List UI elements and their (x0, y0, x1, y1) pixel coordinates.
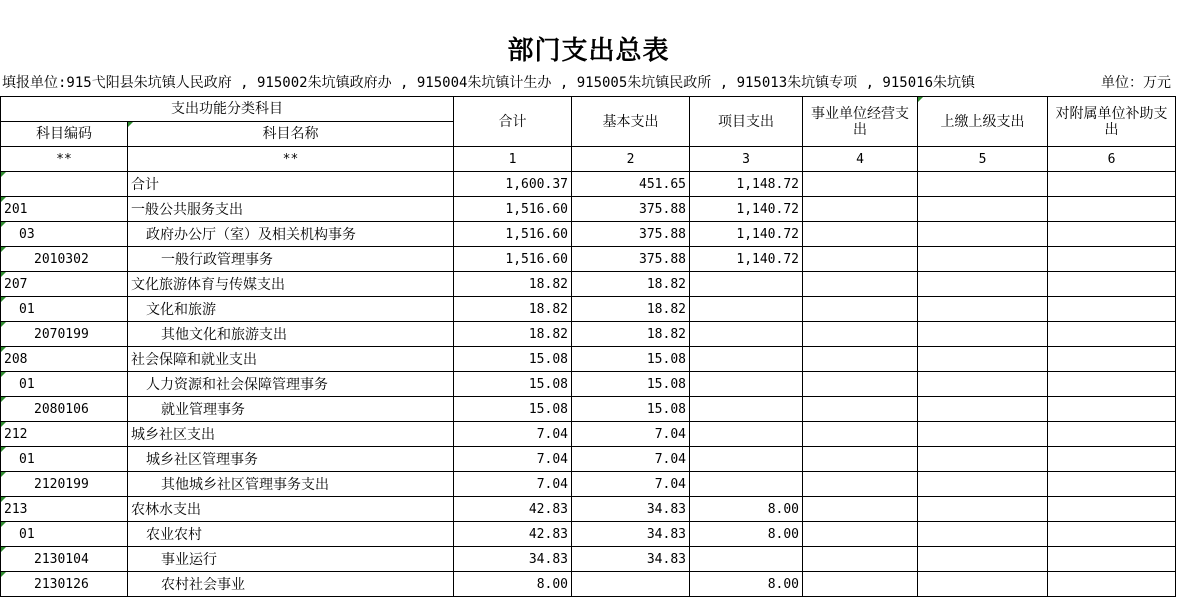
row-code-cell: 201 (1, 197, 128, 222)
row-upper-cell (918, 572, 1048, 597)
row-basic-cell: 34.83 (572, 497, 690, 522)
row-upper-cell (918, 197, 1048, 222)
table-row (1, 422, 1176, 447)
row-business-cell (803, 372, 918, 397)
row-upper-cell (918, 372, 1048, 397)
row-code-cell: 2070199 (1, 322, 128, 347)
row-business-cell (803, 297, 918, 322)
index-cell: ** (128, 147, 454, 172)
row-basic-cell: 375.88 (572, 197, 690, 222)
row-total-cell: 42.83 (454, 497, 572, 522)
row-business-cell (803, 272, 918, 297)
row-total-cell: 34.83 (454, 547, 572, 572)
row-basic-cell: 15.08 (572, 347, 690, 372)
row-basic-cell: 375.88 (572, 222, 690, 247)
row-subsidy-cell (1048, 572, 1176, 597)
row-upper-cell (918, 297, 1048, 322)
index-cell: 5 (918, 147, 1048, 172)
row-basic-cell: 7.04 (572, 472, 690, 497)
money-unit-text: 单位：万元 (1101, 75, 1171, 91)
table-body (1, 172, 1176, 597)
index-cell: 2 (572, 147, 690, 172)
index-cell: 3 (690, 147, 803, 172)
row-total-cell: 1,516.60 (454, 247, 572, 272)
table-row (1, 472, 1176, 497)
row-name-cell: 城乡社区管理事务 (128, 447, 454, 472)
table-row (1, 272, 1176, 297)
header-code: 科目编码 (1, 122, 128, 147)
row-project-cell (690, 372, 803, 397)
row-project-cell: 1,140.72 (690, 222, 803, 247)
row-name-cell: 城乡社区支出 (128, 422, 454, 447)
row-upper-cell (918, 447, 1048, 472)
row-subsidy-cell (1048, 247, 1176, 272)
row-name-cell: 农村社会事业 (128, 572, 454, 597)
row-subsidy-cell (1048, 172, 1176, 197)
row-subsidy-cell (1048, 522, 1176, 547)
row-name-cell: 事业运行 (128, 547, 454, 572)
header-function-group: 支出功能分类科目 (1, 97, 454, 122)
row-subsidy-cell (1048, 497, 1176, 522)
row-subsidy-cell (1048, 272, 1176, 297)
row-total-cell: 7.04 (454, 422, 572, 447)
row-name-cell: 就业管理事务 (128, 397, 454, 422)
row-total-cell: 42.83 (454, 522, 572, 547)
row-project-cell: 8.00 (690, 497, 803, 522)
row-business-cell (803, 547, 918, 572)
table-row (1, 522, 1176, 547)
row-total-cell: 8.00 (454, 572, 572, 597)
row-project-cell (690, 472, 803, 497)
row-code-cell (1, 172, 128, 197)
row-project-cell: 8.00 (690, 522, 803, 547)
row-subsidy-cell (1048, 222, 1176, 247)
row-basic-cell: 18.82 (572, 297, 690, 322)
row-code-cell: 208 (1, 347, 128, 372)
row-name-cell: 文化和旅游 (128, 297, 454, 322)
row-basic-cell: 34.83 (572, 547, 690, 572)
row-name-cell: 文化旅游体育与传媒支出 (128, 272, 454, 297)
row-code-cell: 03 (1, 222, 128, 247)
row-total-cell: 7.04 (454, 472, 572, 497)
row-basic-cell: 7.04 (572, 422, 690, 447)
header-upper: 上缴上级支出 (918, 97, 1048, 147)
row-code-cell: 01 (1, 522, 128, 547)
row-name-cell: 其他文化和旅游支出 (128, 322, 454, 347)
page-title: 部门支出总表 (507, 36, 670, 66)
row-subsidy-cell (1048, 422, 1176, 447)
row-upper-cell (918, 322, 1048, 347)
header-subsidy: 对附属单位补助支出 (1048, 97, 1176, 147)
row-subsidy-cell (1048, 197, 1176, 222)
row-business-cell (803, 247, 918, 272)
row-code-cell: 01 (1, 297, 128, 322)
table-row (1, 347, 1176, 372)
row-basic-cell: 15.08 (572, 397, 690, 422)
row-project-cell (690, 397, 803, 422)
row-total-cell: 1,516.60 (454, 197, 572, 222)
header-total: 合计 (454, 97, 572, 147)
row-code-cell: 2120199 (1, 472, 128, 497)
row-subsidy-cell (1048, 447, 1176, 472)
row-subsidy-cell (1048, 297, 1176, 322)
row-subsidy-cell (1048, 322, 1176, 347)
table-row (1, 397, 1176, 422)
row-code-cell: 2130104 (1, 547, 128, 572)
table-row (1, 547, 1176, 572)
table-row (1, 372, 1176, 397)
row-name-cell: 其他城乡社区管理事务支出 (128, 472, 454, 497)
row-basic-cell: 34.83 (572, 522, 690, 547)
table-row (1, 447, 1176, 472)
row-basic-cell (572, 572, 690, 597)
row-upper-cell (918, 497, 1048, 522)
table-row (1, 222, 1176, 247)
row-basic-cell: 7.04 (572, 447, 690, 472)
table-row (1, 497, 1176, 522)
row-business-cell (803, 572, 918, 597)
row-subsidy-cell (1048, 472, 1176, 497)
row-total-cell: 18.82 (454, 272, 572, 297)
row-total-cell: 18.82 (454, 322, 572, 347)
row-subsidy-cell (1048, 397, 1176, 422)
row-basic-cell: 18.82 (572, 272, 690, 297)
row-upper-cell (918, 472, 1048, 497)
row-subsidy-cell (1048, 372, 1176, 397)
table-row (1, 247, 1176, 272)
row-upper-cell (918, 172, 1048, 197)
row-business-cell (803, 172, 918, 197)
row-project-cell: 1,140.72 (690, 197, 803, 222)
row-project-cell (690, 447, 803, 472)
row-upper-cell (918, 272, 1048, 297)
index-row (1, 147, 1176, 172)
row-business-cell (803, 522, 918, 547)
row-business-cell (803, 197, 918, 222)
row-name-cell: 一般公共服务支出 (128, 197, 454, 222)
row-project-cell (690, 347, 803, 372)
row-project-cell: 1,140.72 (690, 247, 803, 272)
row-project-cell (690, 272, 803, 297)
row-basic-cell: 375.88 (572, 247, 690, 272)
row-project-cell (690, 547, 803, 572)
row-upper-cell (918, 522, 1048, 547)
row-code-cell: 212 (1, 422, 128, 447)
row-business-cell (803, 222, 918, 247)
row-upper-cell (918, 347, 1048, 372)
row-code-cell: 2130126 (1, 572, 128, 597)
table-row (1, 197, 1176, 222)
row-basic-cell: 18.82 (572, 322, 690, 347)
row-project-cell (690, 322, 803, 347)
index-cell: ** (1, 147, 128, 172)
row-business-cell (803, 497, 918, 522)
table-row (1, 297, 1176, 322)
row-name-cell: 合计 (128, 172, 454, 197)
row-upper-cell (918, 222, 1048, 247)
row-total-cell: 1,600.37 (454, 172, 572, 197)
row-upper-cell (918, 247, 1048, 272)
row-name-cell: 农业农村 (128, 522, 454, 547)
header-business: 事业单位经营支出 (803, 97, 918, 147)
row-code-cell: 2080106 (1, 397, 128, 422)
unit-row (0, 70, 1177, 94)
row-name-cell: 一般行政管理事务 (128, 247, 454, 272)
index-cell: 6 (1048, 147, 1176, 172)
index-cell: 4 (803, 147, 918, 172)
row-upper-cell (918, 422, 1048, 447)
row-project-cell (690, 422, 803, 447)
row-business-cell (803, 422, 918, 447)
row-business-cell (803, 447, 918, 472)
header-project: 项目支出 (690, 97, 803, 147)
row-name-cell: 政府办公厅（室）及相关机构事务 (128, 222, 454, 247)
row-code-cell: 01 (1, 372, 128, 397)
filling-unit-text: 填报单位:915弋阳县朱坑镇人民政府 , 915002朱坑镇政府办 , 915004朱坑镇计生办 , 915005朱坑镇民政所 , 915013朱坑镇专项 , 915016朱坑镇 (2, 75, 976, 91)
row-code-cell: 213 (1, 497, 128, 522)
row-code-cell: 2010302 (1, 247, 128, 272)
row-subsidy-cell (1048, 547, 1176, 572)
row-subsidy-cell (1048, 347, 1176, 372)
row-basic-cell: 451.65 (572, 172, 690, 197)
row-project-cell: 8.00 (690, 572, 803, 597)
row-upper-cell (918, 397, 1048, 422)
row-total-cell: 18.82 (454, 297, 572, 322)
row-total-cell: 7.04 (454, 447, 572, 472)
row-name-cell: 农林水支出 (128, 497, 454, 522)
row-code-cell: 207 (1, 272, 128, 297)
row-project-cell: 1,148.72 (690, 172, 803, 197)
row-total-cell: 15.08 (454, 347, 572, 372)
row-project-cell (690, 297, 803, 322)
row-upper-cell (918, 547, 1048, 572)
table-row (1, 572, 1176, 597)
table-row (1, 172, 1176, 197)
row-business-cell (803, 347, 918, 372)
row-business-cell (803, 322, 918, 347)
row-total-cell: 1,516.60 (454, 222, 572, 247)
row-business-cell (803, 397, 918, 422)
row-business-cell (803, 472, 918, 497)
index-cell: 1 (454, 147, 572, 172)
row-name-cell: 人力资源和社会保障管理事务 (128, 372, 454, 397)
header-name: 科目名称 (128, 122, 454, 147)
row-basic-cell: 15.08 (572, 372, 690, 397)
table-row (1, 322, 1176, 347)
header-basic: 基本支出 (572, 97, 690, 147)
row-code-cell: 01 (1, 447, 128, 472)
row-total-cell: 15.08 (454, 397, 572, 422)
row-total-cell: 15.08 (454, 372, 572, 397)
expenditure-table (0, 96, 1176, 597)
row-name-cell: 社会保障和就业支出 (128, 347, 454, 372)
